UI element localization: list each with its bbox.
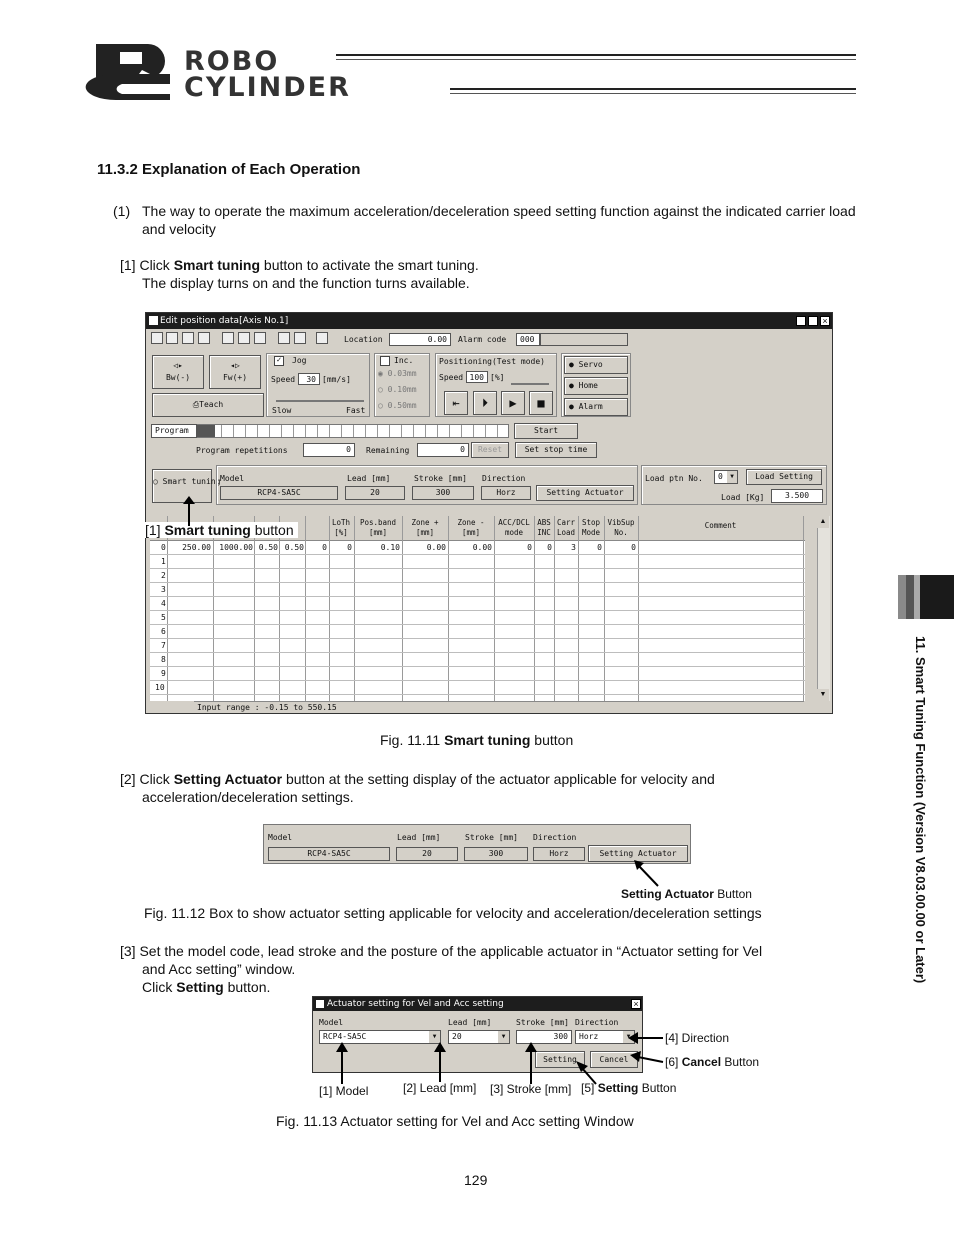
teach-button[interactable]: ⎙Teach [152, 393, 264, 417]
box-direction-label: Direction [533, 833, 577, 842]
servo-label: Servo [578, 360, 603, 369]
header-rule-top [336, 54, 856, 56]
inc-option-3[interactable]: ○ 0.50mm [378, 401, 417, 410]
home-label: Home [578, 381, 598, 390]
row0-carr-load[interactable]: 3 [571, 543, 576, 552]
load-ptn-label: Load ptn No. [645, 474, 703, 483]
row0-acc-g[interactable]: 0.50 [258, 543, 278, 552]
model-label: Model [220, 474, 245, 483]
scroll-down-icon[interactable]: ▼ [817, 689, 829, 701]
copy-icon[interactable] [238, 332, 250, 344]
dialog-direction-label: Direction [575, 1018, 619, 1027]
box-stroke-field: 300 [464, 847, 528, 861]
callout-bold: Smart tuning [164, 522, 251, 538]
paste-icon[interactable] [254, 332, 266, 344]
row0-zone-plus[interactable]: 0.00 [426, 543, 446, 552]
jog-speed-slider[interactable] [276, 390, 364, 402]
step1-post: button to activate the smart tuning. [260, 257, 479, 273]
row-number: 2 [161, 571, 166, 580]
inc-option-3-label: 0.50mm [387, 401, 417, 410]
grid-hline [150, 582, 805, 583]
side-tab-stripe [906, 575, 914, 619]
set-stop-time-button[interactable]: Set stop time [515, 442, 597, 458]
page-number: 129 [464, 1172, 488, 1188]
jog-checkbox[interactable]: ✓ [274, 356, 284, 366]
inc-checkbox[interactable] [380, 356, 390, 366]
alarm-code-label: Alarm code [458, 335, 507, 344]
grid-hline [150, 596, 805, 597]
grid-hline [150, 624, 805, 625]
remaining-field: 0 [417, 443, 469, 457]
fig11-pre: Fig. 11.11 [380, 732, 445, 748]
positioning-speed-unit: [%] [490, 373, 505, 382]
teach-label: Teach [199, 400, 224, 409]
col-header-loth: LoTh [%] [331, 518, 351, 537]
ann-setting-bold: Setting [597, 1081, 639, 1095]
direction-field: Horz [481, 486, 531, 500]
ann-setting-pre: [5] [581, 1081, 598, 1095]
row-number: 3 [161, 585, 166, 594]
section-title: 11.3.2 Explanation of Each Operation [97, 161, 361, 178]
ann-cancel-pre: [6] [665, 1055, 682, 1069]
row-number: 7 [161, 641, 166, 650]
fw-label: Fw(+) [222, 373, 248, 382]
stroke-label: Stroke [mm] [414, 474, 467, 483]
ann-setting-actuator [621, 887, 752, 901]
step3-line2: and Acc setting” window. [142, 961, 296, 977]
status-bar: Input range : -0.15 to 550.15 [194, 701, 804, 713]
remaining-label: Remaining [366, 446, 410, 455]
fw-button[interactable]: ◂▷ Fw(+) [209, 355, 261, 389]
row-number: 4 [161, 599, 166, 608]
row0-acc-dcl-mode[interactable]: 0 [527, 543, 532, 552]
logo-text-robo: ROBO [184, 46, 280, 77]
program-repetitions-field[interactable]: 0 [303, 443, 355, 457]
row-number: 1 [161, 557, 166, 566]
jog-speed-field[interactable]: 30 [298, 373, 320, 385]
fig11-bold: Smart tuning [444, 732, 531, 748]
dialog-model-label: Model [319, 1018, 344, 1027]
open-icon[interactable] [166, 332, 178, 344]
maximize-button[interactable] [808, 316, 818, 326]
grid-icon[interactable] [294, 332, 306, 344]
edit-position-title: Edit position data[Axis No.1] [160, 316, 289, 326]
dialog-model-value: RCP4-SA5C [323, 1032, 367, 1041]
model-field: RCP4-SA5C [220, 486, 338, 500]
load-ptn-value: 0 [718, 472, 723, 481]
box-model-field: RCP4-SA5C [268, 847, 390, 861]
load-setting-button[interactable]: Load Setting [746, 469, 822, 485]
callout-arrow-icon [182, 496, 196, 526]
grid-hline [150, 638, 805, 639]
item1-number: (1) [113, 203, 131, 219]
row0-vibsup[interactable]: 0 [631, 543, 636, 552]
dialog-close-icon[interactable]: × [631, 999, 641, 1009]
scroll-up-icon[interactable]: ▲ [817, 516, 829, 528]
play-button[interactable]: ▶ [501, 391, 525, 415]
ann-cancel [665, 1055, 759, 1069]
box-stroke-label: Stroke [mm] [465, 833, 518, 842]
col-header-comment: Comment [704, 521, 737, 530]
row0-acc[interactable]: 1000.00 [219, 543, 253, 552]
header-rule-top2 [336, 59, 856, 60]
box-lead-label: Lead [mm] [397, 833, 441, 842]
step1-line2: The display turns on and the function turns available. [142, 275, 470, 291]
dialog-title: Actuator setting for Vel and Acc setting [327, 999, 504, 1009]
grid-vline [638, 516, 639, 701]
col-header-carr-load: Carr Load [556, 518, 576, 537]
dialog-titlebar [313, 997, 642, 1011]
step3-line1: [3] Set the model code, lead stroke and the posture of the applicable actuator in “Actuator setting for Vel [120, 943, 763, 959]
fig11-post: button [530, 732, 574, 748]
row-number: 6 [161, 627, 166, 636]
tool-icon[interactable] [182, 332, 194, 344]
row0-stop-mode[interactable]: 0 [597, 543, 602, 552]
inc-option-1[interactable]: ◉ 0.03mm [378, 369, 417, 378]
grid-hline [150, 652, 805, 653]
box-lead-field: 20 [396, 847, 458, 861]
annotation-arrows [300, 1028, 680, 1088]
print-icon[interactable] [198, 332, 210, 344]
stroke-field: 300 [412, 486, 474, 500]
fig13-caption: Fig. 11.13 Actuator setting for Vel and Acc setting Window [276, 1113, 634, 1129]
load-ptn-select[interactable] [714, 470, 738, 484]
slow-label: Slow [272, 406, 292, 415]
load-kg-label: Load [Kg] [721, 493, 765, 502]
program-repetitions-label: Program repetitions [196, 446, 288, 455]
step1-bold: Smart tuning [173, 257, 261, 273]
window-app-icon [149, 316, 158, 325]
program-slots [197, 424, 509, 438]
save-icon[interactable] [151, 332, 163, 344]
actuator-setting-box [263, 824, 691, 864]
box-model-label: Model [268, 833, 293, 842]
jog-speed-label: Speed [271, 375, 296, 384]
ann-model: [1] Model [319, 1084, 369, 1098]
rc-logo-icon [96, 44, 178, 100]
grid-hline [150, 610, 805, 611]
ann-lead: [2] Lead [mm] [403, 1081, 477, 1095]
logo-text-cylinder: CYLINDER [184, 72, 351, 103]
alarm-code-field: 000 [516, 333, 540, 346]
inc-option-1-label: 0.03mm [387, 369, 417, 378]
step-back-button[interactable]: ⇤ [444, 391, 468, 415]
col-header-zone-minus: Zone - [mm] [457, 518, 485, 537]
reset-button[interactable]: Reset [471, 442, 509, 458]
side-tab-stripe [898, 575, 906, 619]
step3-line3-post: button. [223, 979, 271, 995]
minimize-button[interactable] [796, 316, 806, 326]
side-chapter-text: 11. Smart Tuning Function (Version V8.03.00.00 or Later) [913, 636, 928, 984]
row0-posband[interactable]: 0.10 [380, 543, 400, 552]
setting-actuator-button[interactable]: Setting Actuator [536, 485, 634, 501]
row-number: 10 [155, 683, 165, 692]
row-number: 5 [161, 613, 166, 622]
bw-button[interactable]: ◁▸ Bw(-) [152, 355, 204, 389]
side-tab-block [920, 575, 954, 619]
step1-text [120, 256, 479, 274]
direction-label: Direction [482, 474, 526, 483]
edit-position-titlebar [146, 313, 832, 329]
inc-label: Inc. [394, 356, 414, 365]
dialog-direction-value: Horz [579, 1032, 599, 1041]
step2-post: button at the setting display of the actuator applicable for velocity and [282, 771, 715, 787]
col-header-vibsup: VibSup No. [607, 518, 635, 537]
step2-bold: Setting Actuator [173, 771, 283, 787]
program-field: Program [151, 424, 197, 438]
positioning-speed-slider[interactable] [511, 371, 549, 385]
row-number: 8 [161, 655, 166, 664]
smart-tuning-button[interactable]: ○ Smart tuning [152, 469, 212, 503]
fast-label: Fast [346, 406, 366, 415]
dialog-lead-value: 20 [452, 1032, 462, 1041]
callout-smart-tuning [141, 522, 298, 538]
row0-zone-minus[interactable]: 0.00 [472, 543, 492, 552]
grid-hline [150, 694, 805, 695]
dialog-cancel-button[interactable]: Cancel [590, 1051, 638, 1068]
row0-loth[interactable]: 0 [347, 543, 352, 552]
step3-line3-bold: Setting [176, 979, 224, 995]
col-header-abs-inc: ABS INC [537, 518, 551, 537]
home-button[interactable]: ● Home [564, 377, 628, 395]
positioning-speed-label: Speed [439, 373, 464, 382]
step1-pre: [1] Click [120, 257, 174, 273]
jog-label: Jog [292, 356, 307, 365]
row0-speed[interactable]: 250.00 [182, 543, 211, 552]
ann-direction: [4] Direction [665, 1031, 730, 1045]
dialog-setting-button[interactable]: Setting [535, 1051, 585, 1068]
grid-hline [150, 666, 805, 667]
dialog-stroke-label: Stroke [mm] [516, 1018, 569, 1027]
step2-line2: acceleration/deceleration settings. [142, 789, 354, 805]
col-header-zone-plus: Zone + [mm] [411, 518, 439, 537]
chevron-down-icon: ▼ [498, 1031, 509, 1043]
fig11-caption [380, 732, 573, 748]
alarm-button-label: Alarm [578, 402, 603, 411]
row0-push[interactable]: 0 [322, 543, 327, 552]
location-field: 0.00 [389, 333, 451, 346]
positioning-label: Positioning(Test mode) [439, 357, 545, 366]
ann-cancel-bold: Cancel [681, 1055, 722, 1069]
box-direction-field: Horz [533, 847, 585, 861]
col-header-acc-dcl-mode: ACC/DCL mode [498, 518, 530, 537]
calc-icon[interactable] [278, 332, 290, 344]
table-scrollbar[interactable] [817, 516, 830, 701]
setting-actuator-arrow-icon [632, 858, 662, 888]
side-tab-bar [898, 575, 954, 619]
grid-hline [150, 554, 805, 555]
edit-position-window [145, 312, 833, 714]
stop-button[interactable]: ■ [529, 391, 553, 415]
header-rule-bottom2 [450, 93, 856, 94]
chevron-down-icon: ▼ [727, 471, 737, 483]
load-kg-field: 3.500 [771, 489, 823, 503]
positioning-speed-field[interactable]: 100 [466, 371, 488, 383]
chevron-down-icon: ▼ [429, 1031, 440, 1043]
servo-button[interactable]: ● Servo [564, 356, 628, 374]
dialog-stroke-field[interactable]: 300 [516, 1030, 572, 1044]
lead-label: Lead [mm] [347, 474, 391, 483]
ann-cancel-post: Button [721, 1055, 760, 1069]
callout-pre: [1] [145, 522, 165, 538]
row0-abs-inc[interactable]: 0 [547, 543, 552, 552]
ann-setting-post: Button [638, 1081, 677, 1095]
smart-tuning-label: Smart tuning [162, 477, 221, 486]
step-forward-button[interactable]: ⏵ [473, 391, 497, 415]
item1-text: The way to operate the maximum acceleration/deceleration speed setting function against the indicated carrier load and velocity [142, 203, 856, 237]
col-header-stop-mode: Stop Mode [581, 518, 601, 537]
close-button[interactable]: × [820, 316, 830, 326]
box-setting-actuator-button[interactable]: Setting Actuator [588, 845, 688, 862]
row0-dcl-g[interactable]: 0.50 [284, 543, 304, 552]
col-header-posband: Pos.band [mm] [359, 518, 397, 537]
callout-post: button [250, 522, 294, 538]
chevron-down-icon: ▼ [623, 1031, 634, 1043]
lead-field: 20 [345, 486, 405, 500]
location-label: Location [344, 335, 383, 344]
monitor-icon[interactable] [316, 332, 328, 344]
header-rule-bottom [450, 88, 856, 90]
step3-line3-pre: Click [142, 979, 177, 995]
fig12-caption: Fig. 11.12 Box to show actuator setting applicable for velocity and acceleration/deceleration settings [144, 905, 762, 921]
step2-pre: [2] Click [120, 771, 174, 787]
ann-setting-actuator-post: Button [713, 887, 752, 901]
grid-hline [150, 680, 805, 681]
program-slot-active [197, 425, 215, 437]
row-number: 9 [161, 669, 166, 678]
header-logo [96, 44, 856, 102]
ann-stroke: [3] Stroke [mm] [490, 1082, 572, 1096]
program-start-button[interactable]: Start [514, 423, 578, 439]
ann-setting [581, 1081, 676, 1095]
step3-line3 [142, 978, 270, 996]
ann-setting-actuator-bold: Setting Actuator [621, 887, 714, 901]
dialog-lead-label: Lead [mm] [448, 1018, 492, 1027]
grid-hline [150, 568, 805, 569]
alarm-message-field [540, 333, 628, 346]
bw-label: Bw(-) [165, 373, 191, 382]
cut-icon[interactable] [222, 332, 234, 344]
alarm-button[interactable]: ● Alarm [564, 398, 628, 416]
jog-speed-unit: [mm/s] [322, 375, 351, 384]
row-number: 0 [161, 543, 166, 552]
dialog-app-icon [316, 1000, 324, 1008]
step2-text [120, 770, 715, 788]
grid-vline [803, 516, 804, 701]
inc-option-2[interactable]: ○ 0.10mm [378, 385, 417, 394]
inc-option-2-label: 0.10mm [387, 385, 417, 394]
